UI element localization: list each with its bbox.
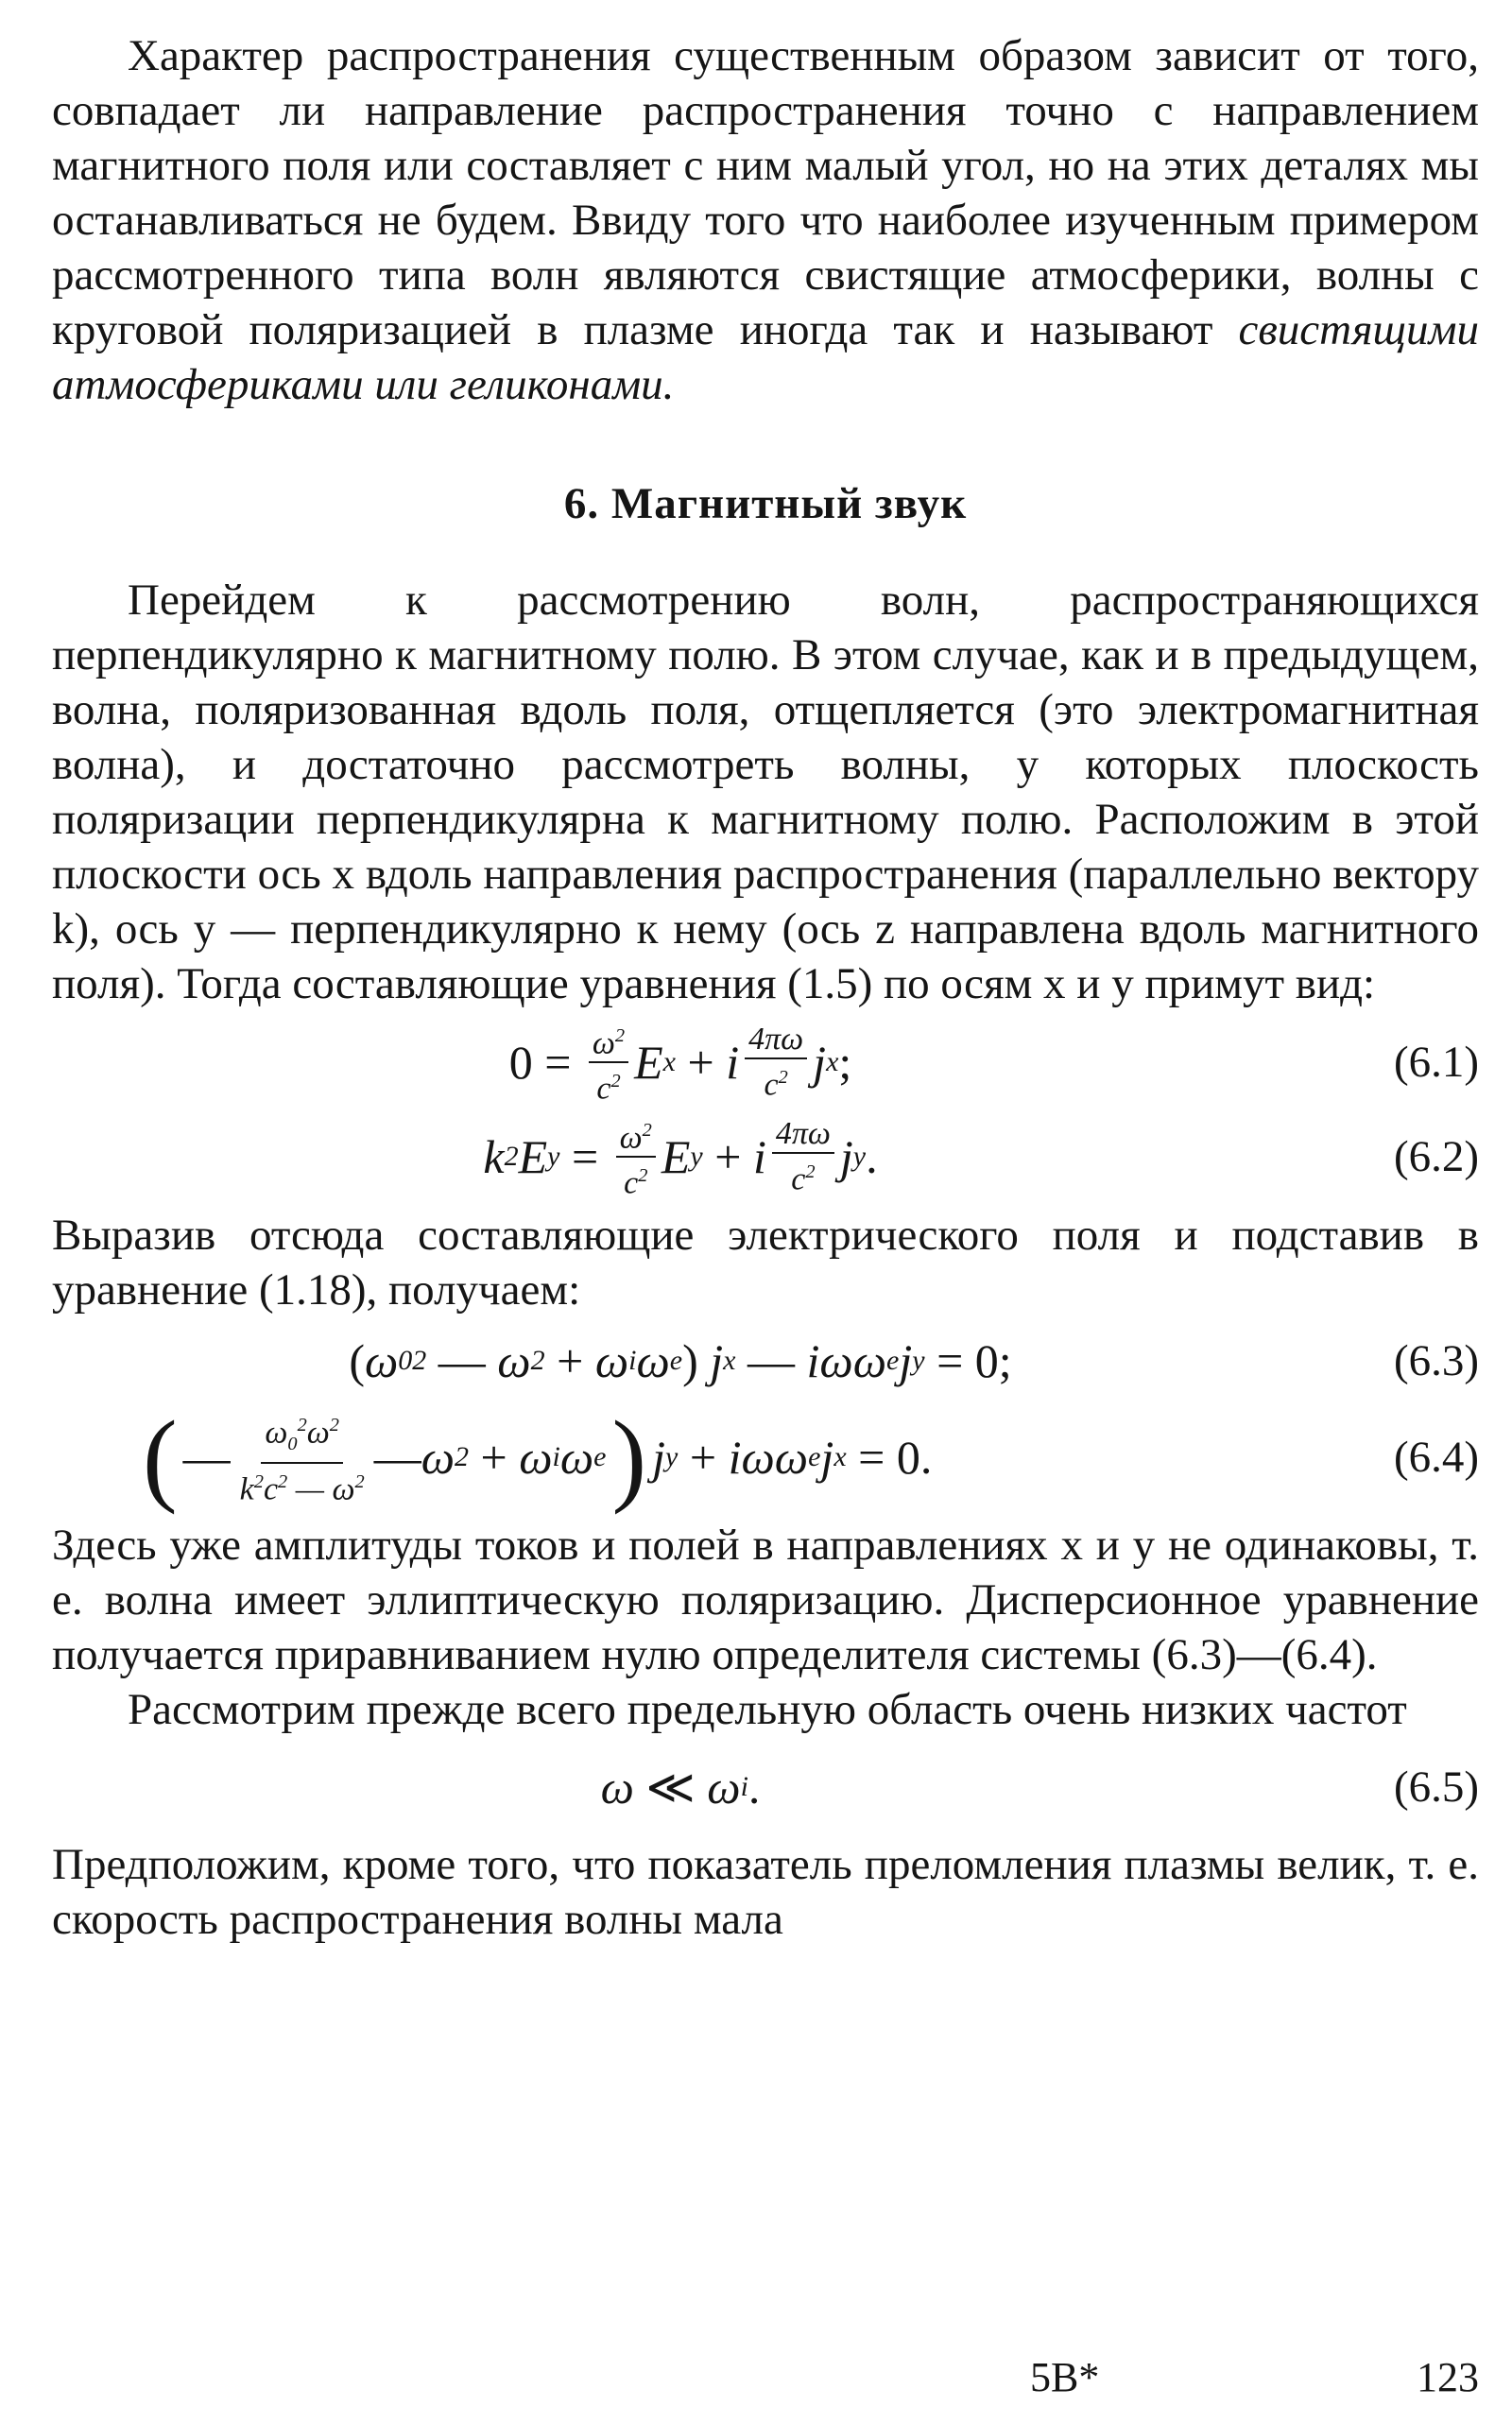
paragraph-4: Здесь уже амплитуды токов и полей в направлениях x и y не одинаковы, т. е. волна имеет эллиптическую поляризацию. Дисперсионное уравнение получается приравниванием нулю определителя системы (6.3)—(6.4). xyxy=(52,1521,1479,1679)
equation-6-5 xyxy=(52,1745,1479,1830)
equation-number: (6.5) xyxy=(1393,1762,1479,1812)
equation-6-1-formula: 0 = $\frac{\omega^2}{c^2}$ E x + i $\frac{4\pi\omega}{c^2}$ j x ; xyxy=(52,1019,1309,1106)
signature-mark: 5B* xyxy=(1030,2354,1100,2400)
equation-6-4 xyxy=(52,1400,1479,1515)
equation-6-2 xyxy=(52,1113,1479,1200)
paragraph-3: Выразив отсюда составляющие электрического поля и подставив в уравнение (1.18), получаем: xyxy=(52,1211,1479,1315)
equation-number: (6.3) xyxy=(1393,1336,1479,1385)
equation-6-4-formula: ( — $\frac{\omega_0^2\omega^2}{k^2c^2 — \omega^2}$ — ω 2 + ω i ω e ) j y + iωω e j x = 0. xyxy=(143,1400,933,1515)
equation-6-3-formula: ( ω 0 2 — ω 2 + ω i ω e ) j x — iωω e j y = 0; xyxy=(349,1334,1012,1387)
equation-6-1 xyxy=(52,1019,1479,1106)
equation-6-3 xyxy=(52,1325,1479,1397)
page-content xyxy=(52,28,1479,1947)
equation-number: (6.1) xyxy=(1393,1038,1479,1087)
paragraph-2: Перейдем к рассмотрению волн, распространяющихся перпендикулярно к магнитному полю. В этом случае, как и в предыдущем, волна, поляризованная вдоль поля, отщепляется (это электромагнитная волна), и достаточно рассмотреть волны, у которых плоскость поляризации перпендикулярна к магнитному полю. Расположим в этой плоскости ось x вдоль направления распространения (параллельно вектору k), ось y — перпендикулярно к нему (ось z направлена вдоль магнитного поля). Тогда составляющие уравнения (1.5) по осям x и y примут вид: xyxy=(52,576,1479,1008)
italic-term: свистящими атмосфериками или геликонами. xyxy=(52,305,1480,409)
equation-number: (6.4) xyxy=(1393,1433,1479,1482)
equation-number: (6.2) xyxy=(1393,1132,1479,1181)
page-footer xyxy=(0,2353,1512,2410)
equation-6-2-formula: k 2 E y = $\frac{\omega^2}{c^2}$ E y + i $\frac{4\pi\omega}{c^2}$ j y . xyxy=(52,1113,1309,1200)
paragraph-intro: Характер распространения существенным образом зависит от того, совпадает ли направление распространения точно с направлением магнитного поля или составляет с ним малый угол, но на этих деталях мы останавливаться не будем. Ввиду того что наиболее изученным примером рассмотренного типа волн являются свистящие атмосферики, волны с круговой поляризацией в плазме иногда так и называют свистящими атмосфериками или геликонами. xyxy=(52,31,1480,409)
section-title: 6. Магнитный звук xyxy=(563,479,968,528)
paragraph-5: Рассмотрим прежде всего предельную область очень низких частот xyxy=(128,1685,1407,1734)
paragraph-6: Предположим, кроме того, что показатель преломления плазмы велик, т. е. скорость распространения волны мала xyxy=(52,1840,1479,1944)
page-number: 123 xyxy=(1417,2354,1479,2400)
equation-6-5-formula: ω ≪ ω i . xyxy=(600,1761,761,1814)
